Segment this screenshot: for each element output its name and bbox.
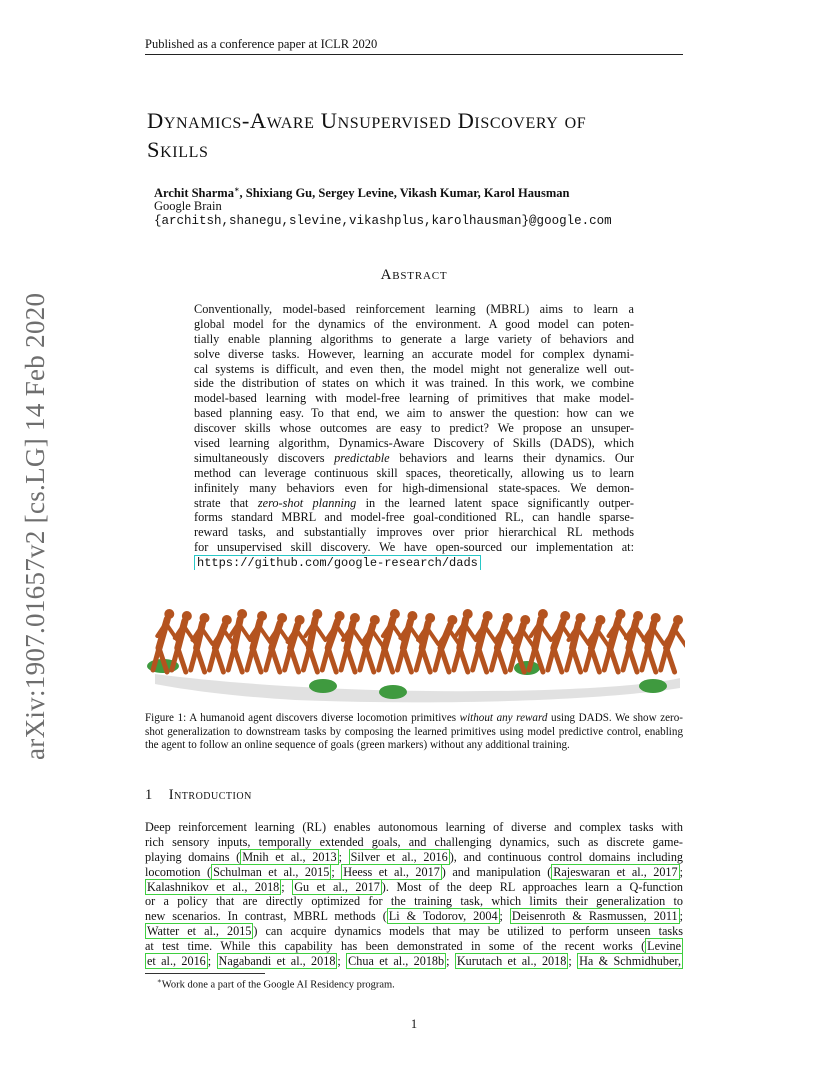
humanoid-leg [197,648,205,672]
abstract-line: method can leverage continuous skill spaces, theoretically, allowing us to learn [194,465,634,480]
humanoid-leg [178,648,186,672]
citation-link[interactable]: Heess et al., 2017 [343,864,440,879]
title-line-2: Skills [147,137,209,162]
paper-title [147,106,707,164]
caption-text: Figure 1: A humanoid agent discovers diverse locomotion primitives [145,712,460,724]
humanoid-leg [629,648,637,672]
abstract-emphasis: zero-shot planning [257,495,357,510]
goal-marker [309,679,337,693]
intro-text: new scenarios. In contrast, MBRL methods ( [145,909,387,924]
humanoid-leg [667,648,675,672]
abstract-heading: Abstract [380,267,448,283]
citation-link[interactable]: Gu et al., 2017 [294,879,380,894]
abstract-text: in the learned latent space significantly outper- [356,495,634,510]
citation-link[interactable]: Mnih et al., 2013 [242,849,337,864]
intro-line: et al., 2016 ; Nagabandi et al., 2018 ; Chua et al., 2018b ; Kurutach et al., 2018 ; Ha & Schmidhuber, [147,954,682,969]
humanoid-arm [597,630,608,646]
citation-link[interactable]: Nagabandi et al., 2018 [218,954,336,969]
humanoid-leg [385,648,393,672]
goal-marker [379,685,407,699]
section-number: 1 [145,787,153,803]
citation-link[interactable]: Watter et al., 2015 [147,924,252,939]
humanoid-leg [215,648,223,672]
humanoid-arm [372,630,383,646]
figure-caption [145,712,683,753]
citation-link[interactable]: Deisenroth & Rasmussen, 2011 [511,909,678,924]
humanoid-leg [403,648,411,672]
humanoid-leg [648,648,656,672]
goal-marker [639,679,667,693]
caption-text: using DADS. We show zero-shot generalization to downstream tasks by composing the learned primitives using model predictive control, enabling the agent to follow an online sequence of goals (green markers) without any additional training. [145,712,683,752]
section-title: Introduction [168,787,252,803]
affiliation: Google Brain [154,199,222,213]
abstract-emphasis: predictable [334,450,390,465]
abstract-line: infinitely many behaviors even for high-dimensional state-spaces. We demon- [194,480,634,495]
humanoid-arm [202,628,213,644]
humanoid-leg [554,648,562,672]
abstract-line: forms standard MBRL and model-free goal-conditioned RL, can handle sparse- [194,510,634,525]
abstract-line [194,496,634,511]
humanoid-leg [479,648,487,672]
other-authors: , Shixiang Gu, Sergey Levine, Vikash Kumar, Karol Hausman [239,186,570,201]
abstract-line: based planning easy. To that end, we aim to answer the question: how can we [194,406,634,421]
humanoid-leg [591,648,599,672]
humanoid-leg [610,648,618,672]
title-line-1: Dynamics-Aware Unsupervised Discovery of [147,108,587,133]
humanoid-arm [675,630,685,646]
citation-link[interactable]: Levine [647,939,681,954]
abstract-line: discover skills whose outcomes are easy to predict? We propose an unsuper- [194,421,634,436]
abstract-line: tially enable planning algorithms to generate a large variety of behaviors and [194,331,634,346]
humanoid-leg [573,648,581,672]
humanoid-leg [272,648,280,672]
humanoid-arm [653,628,664,644]
header-rule [145,54,683,55]
intro-line: locomotion ( Schulman et al., 2015 ; Heess et al., 2017 ) and manipulation ( Rajeswaran et al., 2017 ; [145,864,684,879]
citation-link[interactable]: et al., 2016 [147,954,206,969]
first-author: Archit Sharma [154,186,234,201]
intro-line: Deep reinforcement learning (RL) enables autonomous learning of diverse and complex tasks with [145,820,683,834]
code-repo-link[interactable]: https://github.com/google-research/dads [194,555,481,570]
running-header: Published as a conference paper at ICLR 2020 [145,37,378,51]
citation-link[interactable]: Li & Todorov, 2004 [388,909,498,924]
intro-text: playing domains ( [145,849,241,864]
humanoid-leg [497,648,505,672]
author-emails: {architsh,shanegu,slevine,vikashplus,karolhausman}@google.com [154,214,612,228]
intro-line: Kalashnikov et al., 2018 ; Gu et al., 2017 ). Most of the deep RL approaches learn a Q-function [147,879,684,894]
citation-link[interactable]: Silver et al., 2016 [350,849,448,864]
intro-text: locomotion ( [145,864,212,879]
intro-line [145,924,683,939]
arxiv-identifier[interactable]: arXiv:1907.01657v2 [cs.LG] 14 Feb 2020 [20,292,50,760]
abstract-line: model-based learning with model-free learning of primitives that make model- [194,391,634,406]
page-number: 1 [410,1017,418,1031]
abstract-line: side the distribution of states on which it was trained. In this work, we combine [194,376,634,391]
abstract-text: simultaneously discovers [194,450,335,465]
citation-link[interactable]: Schulman et al., 2015 [213,864,330,879]
citation-link[interactable]: Rajeswaran et al., 2017 [553,864,678,879]
ground-shadow [155,674,680,702]
section-heading [145,787,252,804]
abstract-line: solve diverse tasks. However, learning an accurate model for complex dynami- [194,346,634,361]
humanoid-leg [253,648,261,672]
humanoid-leg [234,648,242,672]
abstract-line: for unsupervised skill discovery. We have open-sourced our implementation at: [194,540,634,555]
abstract-text: behaviors and learns their dynamics. Our [389,450,634,465]
footnote-rule [145,973,265,974]
humanoid-leg [291,648,299,672]
footnote-text: Work done a part of the Google AI Residency program. [161,979,395,991]
humanoid-leg [460,648,468,672]
intro-text: ), and continuous control domains including [449,849,684,864]
footnote-mark: ∗ [157,977,162,985]
intro-text: ). Most of the deep RL approaches learn a Q-function [381,879,684,894]
humanoid-leg [328,648,336,672]
humanoid-leg [366,648,374,672]
abstract-line [194,555,634,570]
abstract-line: Conventionally, model-based reinforcement learning (MBRL) aims to learn a [194,302,634,316]
figure-humanoid-locomotion [145,596,685,708]
footnote-mark: ∗ [233,185,240,194]
humanoid-leg [347,648,355,672]
humanoid-arm [427,628,438,644]
abstract-body [194,302,634,570]
intro-line: new scenarios. In contrast, MBRL methods ( Li & Todorov, 2004 ; Deisenroth & Rasmussen, 2011 ; [145,909,684,924]
citation-link[interactable]: Kurutach et al., 2018 [456,954,567,969]
abstract-line: reward tasks, and substantially improves over prior hierarchical RL methods [194,525,634,540]
figure-shadows [155,674,680,702]
footnote [157,977,395,991]
intro-text: ) can acquire dynamics models that may be utilized to perform unseen tasks [253,924,683,939]
intro-line [145,939,683,954]
introduction-body [145,820,683,969]
intro-line: or a policy that are directly optimized for the training task, which limits their generalization to [145,894,683,909]
intro-text: ) and manipulation ( [441,864,552,879]
caption-emphasis: without any reward [459,712,548,724]
intro-text: at test time. While this capability has been demonstrated in some of the recent works ( [145,939,646,954]
humanoid-leg [441,648,449,672]
abstract-line: global model for the dynamics of the environment. A good model can poten- [194,316,634,331]
intro-line: playing domains ( Mnih et al., 2013 ; Silver et al., 2016 ), and continuous control domains including [145,849,684,864]
citation-link[interactable]: Ha & Schmidhuber, [579,954,682,969]
citation-link[interactable]: Kalashnikov et al., 2018 [147,879,280,894]
figure-humanoids [153,609,685,672]
humanoid-leg [422,648,430,672]
intro-line: rich sensory inputs, temporally extended goals, and challenging dynamics, such as discrete game- [145,834,683,849]
abstract-line: vised learning algorithm, Dynamics-Aware Discovery of Skills (DADS), which [194,436,634,451]
abstract-text: strate that [194,495,258,510]
abstract-line [194,451,634,466]
humanoid-leg [309,648,317,672]
citation-link[interactable]: Chua et al., 2018b [348,954,445,969]
abstract-line: cal systems is difficult, and even then, the model might not generalize well out- [194,361,634,376]
